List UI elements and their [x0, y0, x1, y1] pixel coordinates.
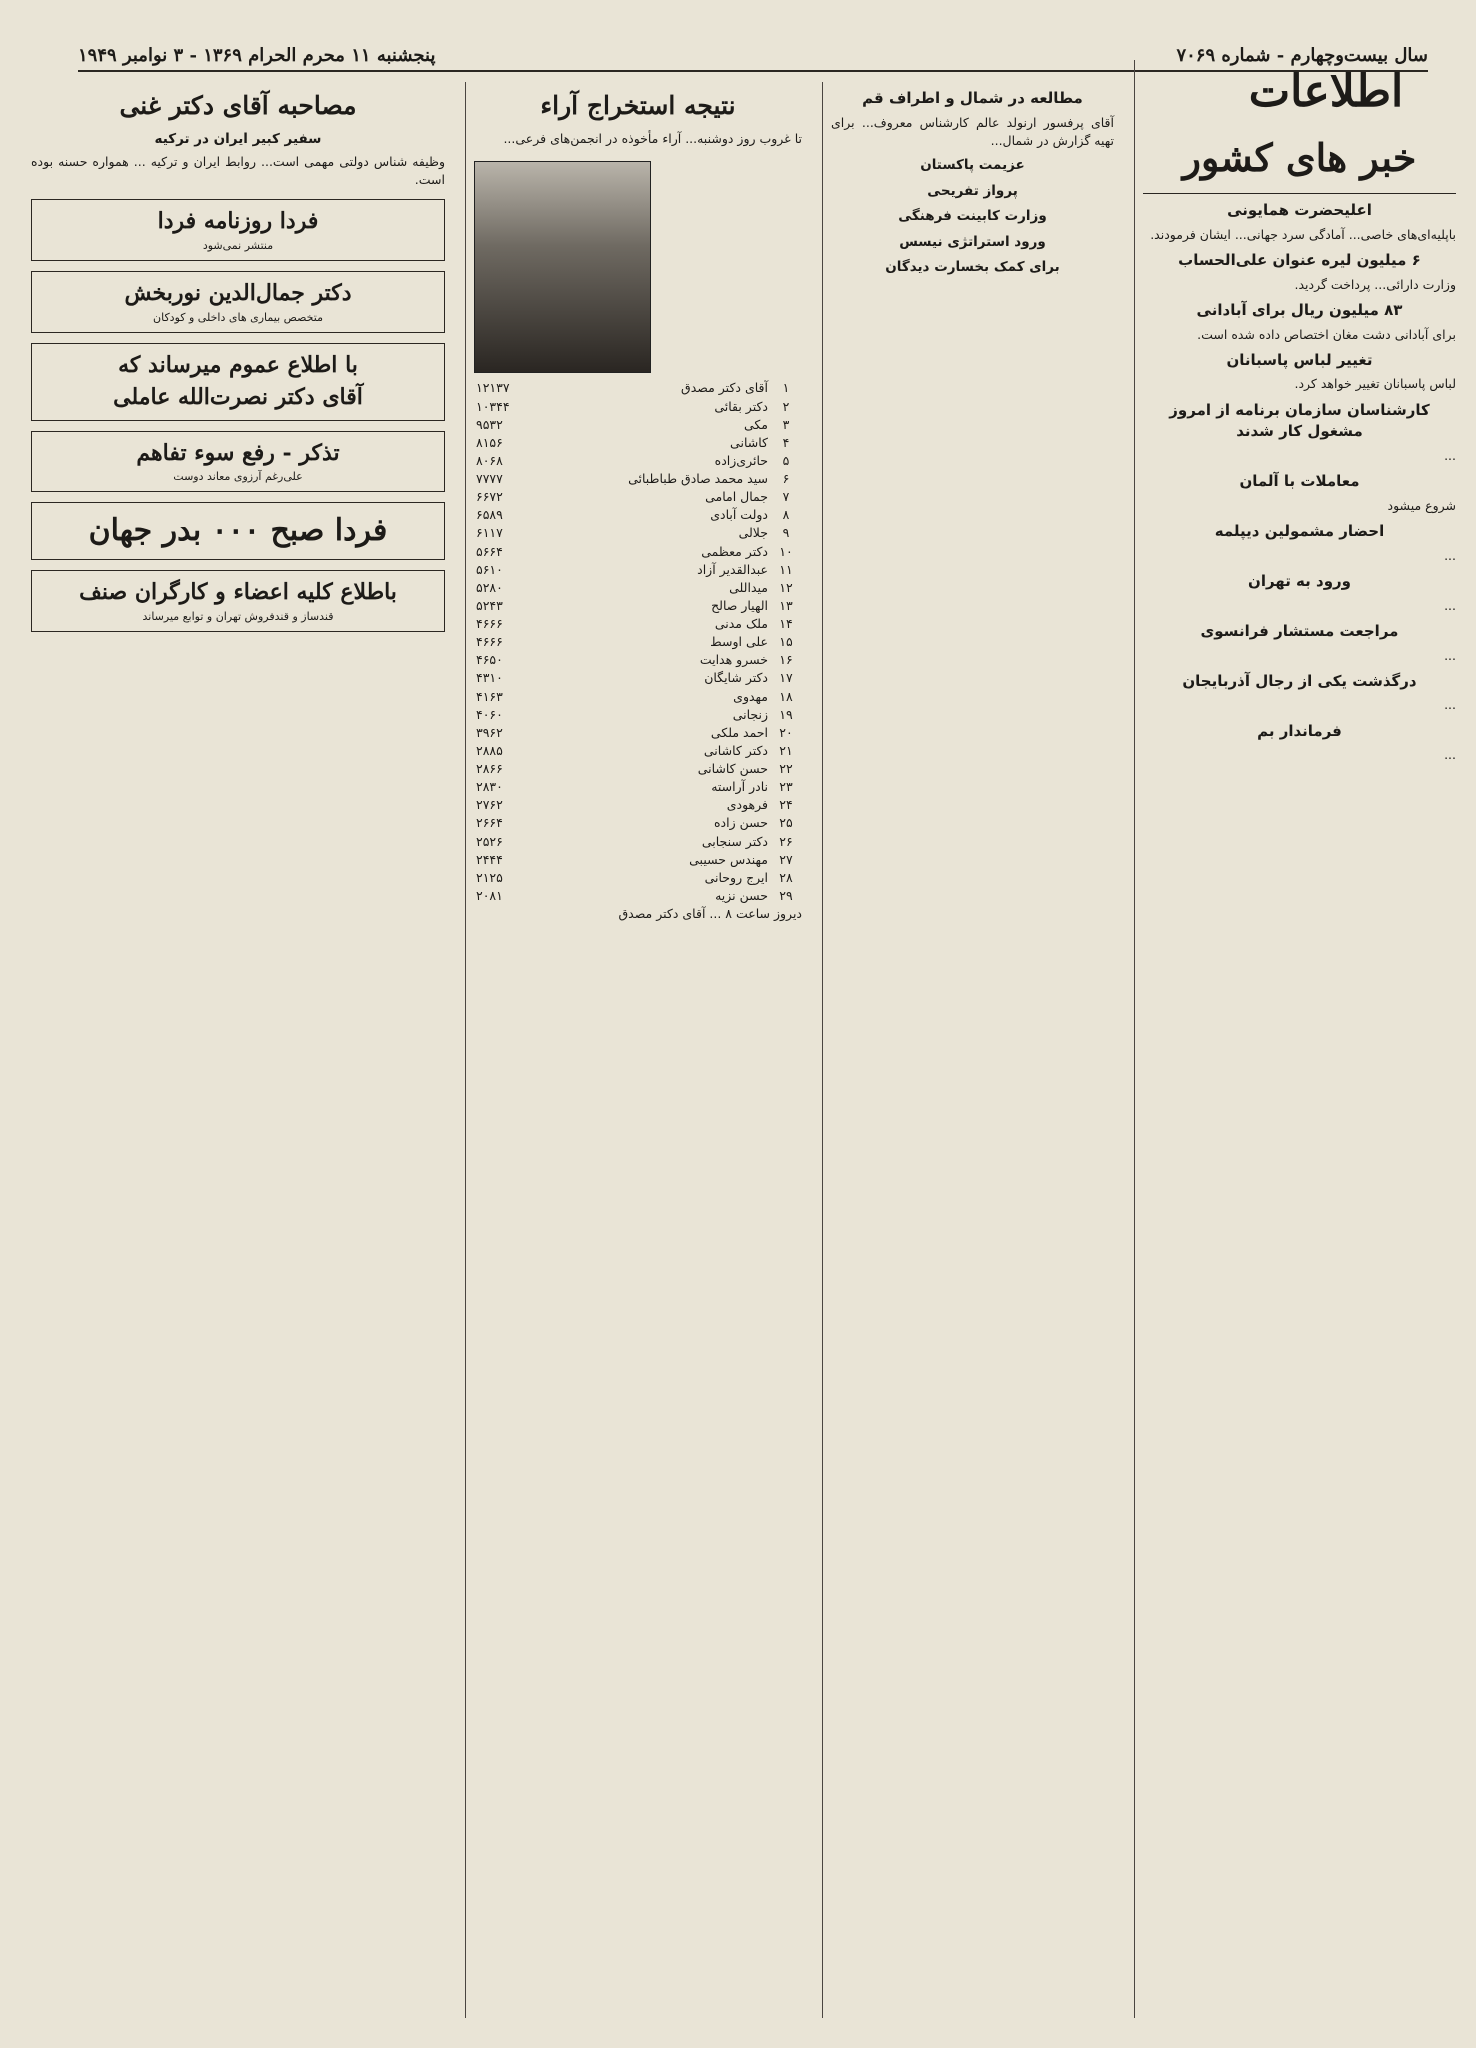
- results-row: [474, 887, 802, 905]
- result-rank: ۲: [782, 398, 790, 414]
- issue-date: پنجشنبه ۱۱ محرم الحرام ۱۳۶۹ - ۳ نوامبر ۱۹۴۹: [78, 44, 436, 66]
- result-rank: ۲۱: [779, 742, 793, 758]
- column-center: [465, 82, 810, 2018]
- results-row: [474, 615, 802, 633]
- article-body: آقای پرفسور ارنولد عالم کارشناس معروف... برای تهیه گزارش در شمال...: [831, 114, 1114, 148]
- result-votes: ۶۱۱۷: [476, 525, 503, 541]
- ad-sub: قندساز و قندفروش تهران و توابع میرساند: [142, 609, 334, 623]
- result-votes: ۸۱۵۶: [476, 434, 503, 450]
- result-votes: ۳۹۶۲: [476, 724, 503, 740]
- result-rank: ۱۲: [779, 579, 793, 595]
- article-title: معاملات با آلمان: [1239, 472, 1360, 491]
- result-name: مهدوی: [733, 688, 768, 704]
- result-rank: ۵: [782, 452, 790, 468]
- article-body: وزارت دارائی... پرداخت گردید.: [1294, 276, 1456, 292]
- result-votes: ۴۱۶۳: [476, 688, 503, 704]
- ad-box: [31, 199, 445, 261]
- results-row: [474, 778, 802, 796]
- result-votes: ۱۰۳۴۴: [476, 398, 510, 414]
- result-rank: ۲۰: [779, 724, 793, 740]
- results-row: [474, 543, 802, 561]
- result-votes: ۴۶۵۰: [476, 652, 503, 668]
- results-row: [474, 869, 802, 887]
- result-votes: ۴۰۶۰: [476, 706, 503, 722]
- results-row: [474, 561, 802, 579]
- article-body: برای آبادانی دشت مغان اختصاص داده شده است.: [1197, 326, 1456, 342]
- results-row: [474, 851, 802, 869]
- result-rank: ۲۹: [779, 887, 793, 903]
- result-votes: ۶۵۸۹: [476, 507, 503, 523]
- result-votes: ۲۵۲۶: [476, 833, 503, 849]
- result-rank: ۱۸: [779, 688, 793, 704]
- results-row: [474, 833, 802, 851]
- column-left: [23, 82, 453, 2018]
- result-name: حسن کاشانی: [697, 761, 768, 776]
- article-title: ۸۳ میلیون ریال برای آبادانی: [1196, 300, 1403, 319]
- results-row: [474, 760, 802, 778]
- article-title: کارشناسان سازمان برنامه از امروز مشغول کار شدند: [1169, 400, 1430, 441]
- result-rank: ۱۶: [779, 652, 793, 668]
- article-body: ...: [1444, 747, 1456, 763]
- result-name: مهندس حسیبی: [689, 851, 768, 867]
- results-row: [474, 814, 802, 832]
- result-votes: ۲۸۳۰: [476, 779, 503, 795]
- result-rank: ۳: [782, 416, 790, 432]
- article-title: پرواز تفریحی: [927, 182, 1018, 199]
- article-title: درگذشت یکی از رجال آذربایجان: [1182, 671, 1417, 690]
- article-title: وزارت کابینت فرهنگی: [898, 208, 1047, 225]
- column-middle-right: [822, 82, 1122, 2018]
- result-rank: ۲۷: [779, 851, 793, 867]
- result-name: فرهودی: [726, 797, 768, 813]
- results-row: [474, 398, 802, 416]
- result-rank: ۷: [782, 489, 790, 505]
- result-rank: ۱: [782, 380, 790, 396]
- result-votes: ۲۸۶۶: [476, 761, 503, 776]
- ad-title: باطلاع کلیه اعضاء و کارگران صنف: [79, 578, 397, 605]
- result-name: دکتر کاشانی: [703, 742, 768, 758]
- result-votes: ۷۷۷۷: [476, 471, 503, 486]
- results-row: [474, 688, 802, 706]
- results-row: [474, 651, 802, 669]
- ad-title: فردا روزنامه فردا: [157, 208, 319, 235]
- result-rank: ۲۸: [779, 869, 793, 885]
- ad-big: فردا صبح ۰۰۰ بدر جهان: [88, 513, 388, 549]
- result-rank: ۱۵: [779, 634, 793, 650]
- result-name: سید محمد صادق طباطبائی: [628, 471, 768, 486]
- article-body: لباس پاسبانان تغییر خواهد کرد.: [1294, 376, 1456, 392]
- interview-subtitle: سفیر کبیر ایران در ترکیه: [154, 131, 322, 148]
- result-votes: ۸۰۶۸: [476, 452, 503, 468]
- result-name: احمد ملکی: [710, 724, 768, 740]
- article-body: ...: [1444, 547, 1456, 563]
- result-votes: ۲۰۸۱: [476, 887, 503, 903]
- result-rank: ۲۵: [779, 815, 793, 831]
- ad-sub: متخصص بیماری های داخلی و کودکان: [153, 310, 323, 324]
- ad-box: [31, 431, 445, 493]
- result-votes: ۴۳۱۰: [476, 670, 503, 686]
- results-row: [474, 579, 802, 597]
- result-name: میداللی: [729, 579, 768, 595]
- result-name: دکتر سنجابی: [701, 833, 768, 849]
- results-row: [474, 706, 802, 724]
- ad-box: [31, 271, 445, 333]
- results-row: [474, 470, 802, 488]
- result-name: حسن نزیه: [715, 887, 768, 903]
- results-row: [474, 434, 802, 452]
- result-votes: ۲۶۶۴: [476, 815, 503, 831]
- result-rank: ۲۶: [779, 833, 793, 849]
- result-name: خسرو هدایت: [699, 652, 768, 668]
- result-votes: ۴۶۶۶: [476, 634, 503, 650]
- result-rank: ۶: [782, 471, 790, 486]
- result-rank: ۱۷: [779, 670, 793, 686]
- result-votes: ۲۴۴۴: [476, 851, 503, 867]
- election-results-title: نتیجه استخراج آراء: [540, 91, 736, 120]
- results-row: [474, 452, 802, 470]
- result-name: حائری‌زاده: [714, 452, 768, 468]
- result-rank: ۲۴: [779, 797, 793, 813]
- result-votes: ۴۶۶۶: [476, 616, 503, 631]
- result-name: دولت آبادی: [710, 507, 768, 523]
- result-name: مکی: [743, 416, 768, 432]
- result-votes: ۲۷۶۲: [476, 797, 503, 813]
- result-votes: ۱۲۱۳۷: [476, 380, 510, 396]
- result-votes: ۵۲۸۰: [476, 579, 503, 595]
- article-title: اعلیحضرت همایونی: [1227, 201, 1372, 220]
- article-title: تغییر لباس پاسبانان: [1226, 350, 1373, 369]
- result-rank: ۸: [782, 507, 790, 523]
- result-votes: ۲۸۸۵: [476, 742, 503, 758]
- article-title: مراجعت مستشار فرانسوی: [1200, 621, 1399, 640]
- results-row: [474, 796, 802, 814]
- result-name: جمال امامی: [705, 489, 768, 505]
- ad-sub: منتشر نمی‌شود: [202, 238, 274, 252]
- result-name: عبدالقدیر آزاد: [697, 561, 768, 577]
- results-row: [474, 488, 802, 506]
- result-name: جلالی: [738, 525, 768, 541]
- result-name: ملک مدنی: [714, 616, 768, 631]
- article-title: ورود استراتژی نیسس: [899, 233, 1046, 250]
- result-name: دکتر بقائی: [714, 398, 768, 414]
- article-body: ...: [1444, 597, 1456, 613]
- result-name: حسن زاده: [714, 815, 768, 831]
- results-row: [474, 524, 802, 542]
- portrait-photo: [474, 161, 651, 373]
- ad-title: با اطلاع عموم میرساند که: [118, 351, 358, 378]
- result-rank: ۱۹: [779, 706, 793, 722]
- result-votes: ۵۲۴۳: [476, 597, 503, 613]
- issue-number: سال بیست‌وچهارم - شماره ۷۰۶۹: [1176, 44, 1428, 66]
- results-row: [474, 379, 802, 397]
- article-title: فرماندار بم: [1257, 721, 1342, 740]
- section-title: خبر های کشور: [1182, 135, 1417, 180]
- interview-body: وظیفه شناس دولتی مهمی است... روابط ایران و ترکیه ... همواره حسنه بوده است.: [31, 153, 445, 187]
- result-name: آقای دکتر مصدق: [681, 380, 768, 396]
- result-name: علی اوسط: [710, 634, 768, 650]
- result-name: دکتر شایگان: [704, 670, 768, 686]
- article-body: ...: [1444, 647, 1456, 663]
- result-rank: ۲۳: [779, 779, 793, 795]
- result-votes: ۵۶۱۰: [476, 561, 503, 577]
- article-title: برای کمک بخسارت دیدگان: [885, 259, 1060, 276]
- results-row: [474, 633, 802, 651]
- article-body: ...: [1444, 448, 1456, 464]
- results-row: [474, 669, 802, 687]
- ad-title: دکتر جمال‌الدین نوربخش: [124, 279, 352, 306]
- result-name: دکتر معظمی: [701, 543, 768, 559]
- ad-sub: علی‌رغم آرزوی معاند دوست: [173, 470, 303, 484]
- results-row: [474, 416, 802, 434]
- ad-name: آقای دکتر نصرت‌الله عاملی: [113, 383, 363, 410]
- column-right: [1134, 60, 1464, 2018]
- article-title: عزیمت پاکستان: [920, 157, 1025, 173]
- result-name: نادر آراسته: [711, 779, 768, 795]
- ad-box: [31, 502, 445, 560]
- results-row: [474, 597, 802, 615]
- results-row: [474, 724, 802, 742]
- results-row: [474, 742, 802, 760]
- interview-title: مصاحبه آقای دکتر غنی: [119, 91, 357, 120]
- result-votes: ۵۶۶۴: [476, 543, 503, 559]
- result-name: ایرج روحانی: [704, 869, 768, 885]
- ad-box: [31, 343, 445, 421]
- photo-caption: دیروز ساعت ۸ ... آقای دکتر مصدق: [618, 906, 802, 921]
- result-name: زنجانی: [732, 706, 768, 722]
- results-table: [474, 379, 802, 905]
- result-rank: ۱۰: [779, 543, 793, 559]
- result-rank: ۱۴: [779, 616, 793, 631]
- ad-box: [31, 570, 445, 632]
- result-rank: ۲۲: [779, 761, 793, 776]
- result-rank: ۱۱: [779, 561, 793, 577]
- election-results-intro: تا غروب روز دوشنبه... آراء مأخوذه در انجمن‌های فرعی...: [503, 131, 802, 147]
- result-name: کاشانی: [730, 434, 768, 450]
- ad-title: تذکر - رفع سوء تفاهم: [136, 439, 340, 466]
- article-body: ...: [1444, 697, 1456, 713]
- result-votes: ۲۱۲۵: [476, 869, 503, 885]
- article-title: ۶ میلیون لیره عنوان علی‌الحساب: [1178, 250, 1421, 269]
- result-votes: ۹۵۳۲: [476, 416, 503, 432]
- result-name: الهیار صالح: [711, 597, 768, 613]
- results-row: [474, 506, 802, 524]
- result-rank: ۹: [782, 525, 790, 541]
- article-body: شروع میشود: [1387, 497, 1456, 513]
- article-title: مطالعه در شمال و اطراف قم: [862, 89, 1083, 107]
- newspaper-logo: اطلاعات: [1248, 66, 1404, 117]
- result-rank: ۱۳: [779, 597, 793, 613]
- article-title: احضار مشمولین دیپلمه: [1214, 522, 1385, 541]
- article-body: باپلیه‌ای‌های خاصی... آمادگی سرد جهانی... ایشان فرمودند.: [1150, 226, 1456, 242]
- result-rank: ۴: [782, 434, 790, 450]
- result-votes: ۶۶۷۲: [476, 489, 503, 505]
- article-title: ورود به تهران: [1248, 571, 1351, 590]
